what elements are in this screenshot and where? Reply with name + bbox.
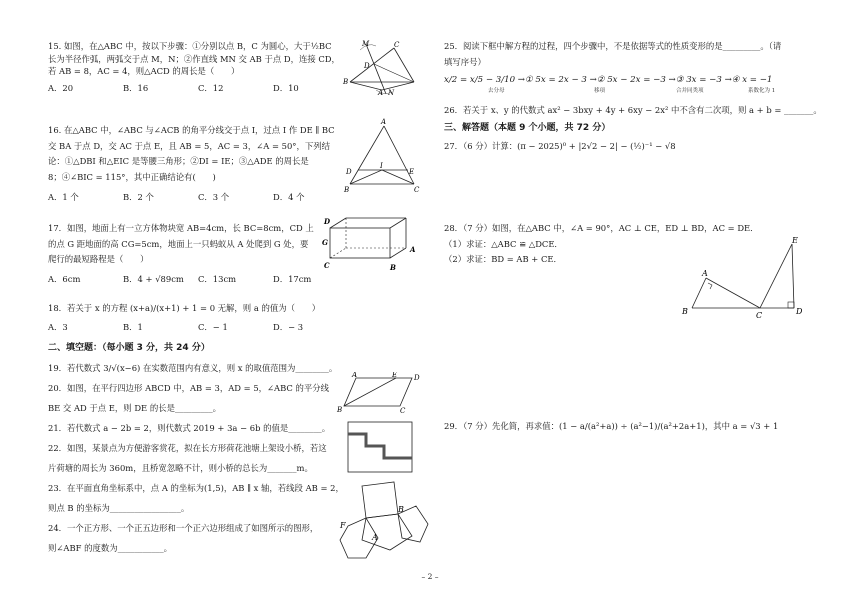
q25-step-4: 系数化为 1: [748, 88, 776, 95]
q29-line-1: 29．（7 分）先化简，再求值：(1 − a/(a²+a)) ÷ (a²−1)/(a²+2a+1)，其中 a = √3 + 1: [444, 421, 779, 431]
q26-line-1: 26．若关于 x、y 的代数式 ax² − 3bxy + 4y + 6xy − 2x² 中不含有二次项，则 a + b = _______。: [444, 105, 822, 115]
q16-option-b: B．2 个: [123, 192, 154, 203]
q16-option-d: D．4 个: [273, 192, 305, 203]
q16-options: [48, 191, 348, 204]
q24-label-b: B: [398, 505, 404, 514]
question-21: [48, 422, 330, 435]
q15-option-d: D．10: [273, 82, 299, 93]
q18-option-b: B．1: [123, 321, 143, 332]
q17-label-d: D: [324, 217, 331, 226]
q28-label-a: A: [702, 269, 708, 278]
q17-label-b: B: [390, 263, 396, 272]
q15-label-d: D: [364, 62, 370, 70]
section-3-heading: 三、解答题（本题 9 个小题，共 72 分）: [444, 123, 611, 133]
q17-options: [48, 273, 348, 286]
q25-step-3: 合并同类项: [676, 88, 704, 95]
q23-line-2: 则点 B 的坐标为_________________。: [48, 502, 190, 513]
q28-line-2: （1）求证：△ABC ≌ △DCE．: [444, 238, 563, 249]
q15-options: [48, 82, 348, 95]
q15-label-b: B: [343, 78, 349, 86]
q28-figure: [678, 234, 810, 318]
q16-line-1: 16. 在△ABC 中，∠ABC 与∠ACB 的角平分线交于点 I，过点 I 作 DE ∥ BC: [48, 125, 335, 135]
q15-option-a: A．20: [48, 82, 74, 93]
q20-label-a: A: [352, 372, 358, 379]
q17-label-g: G: [322, 238, 328, 247]
q15-label-m: M: [362, 40, 370, 48]
q24-label-a: A: [372, 533, 378, 542]
q28-label-b: B: [682, 307, 688, 316]
q16-figure: [338, 116, 424, 192]
q20-label-d: D: [414, 374, 420, 382]
question-16: [48, 124, 348, 204]
q15-label-c: C: [394, 41, 400, 49]
question-18: [48, 302, 348, 333]
q16-option-a: A．1 个: [48, 192, 79, 203]
q22-line-2: 片荷塘的周长为 360m，且桥宽忽略不计，则小桥的总长为_______m。: [48, 462, 313, 473]
q21-line-1: 21．若代数式 a − 2b = 2，则代数式 2019 + 3a − 6b 的值是________。: [48, 423, 331, 433]
question-29: [444, 420, 778, 433]
q25-step-2: 移项: [594, 88, 606, 95]
q17-option-c: C．13cm: [198, 273, 237, 284]
q20-label-e: E: [392, 372, 398, 379]
q15-line-1: 15. 如图，在△ABC 中，按以下步骤：①分别以点 B，C 为圆心，大于½BC: [48, 41, 332, 51]
q15-option-b: B．16: [123, 82, 149, 93]
q28-label-c: C: [756, 311, 763, 318]
q15-label-a: A: [378, 89, 384, 96]
q15-figure: [342, 38, 422, 96]
q17-label-a: A: [410, 245, 416, 254]
q17-option-b: B．4 + √89cm: [123, 273, 184, 284]
q16-line-2: 交 BA 于点 D，交 AC 于点 E，且 AB = 5，AC = 3，∠A = 50°，下列结: [48, 140, 330, 151]
question-25: [444, 40, 781, 97]
q18-option-c: C．− 1: [198, 321, 228, 332]
q25-equation-chain: x/2 = x/5 − 3/10 →① 5x = 2x − 3 →② 5x − 2x = −3 →③ 3x = −3 →④ x = −1: [444, 75, 773, 86]
question-19: [48, 362, 337, 375]
q20-line-1: 20．如图，在平行四边形 ABCD 中，AB = 3，AD = 5，∠ABC 的平分线: [48, 383, 329, 393]
q23-line-1: 23．在平面直角坐标系中，点 A 的坐标为(1,5)，AB ∥ x 轴，若线段 AB = 2，: [48, 483, 344, 493]
q16-label-d: D: [346, 168, 352, 176]
q16-label-b: B: [344, 186, 350, 192]
q16-line-4: 8；④∠BIC = 115°，其中正确结论有( ): [48, 171, 216, 182]
q17-figure: [320, 210, 424, 274]
q28-line-1: 28．（7 分）如图，在△ABC 中，∠A = 90°，AC ⊥ CE，ED ⊥ BD，AC = DE．: [444, 223, 759, 233]
q15-option-c: C．12: [198, 82, 224, 93]
q24-line-1: 24．一个正方形、一个正五边形和一个正六边形组成了如图所示的图形，: [48, 523, 319, 533]
q22-line-1: 22．如图，某景点为方便游客赏花，拟在长方形荷花池塘上架设小桥，若这: [48, 443, 327, 453]
q20-figure: [336, 372, 428, 414]
question-22: [48, 442, 327, 474]
question-23: [48, 482, 344, 514]
question-24: [48, 522, 318, 554]
q24-figure: [338, 478, 438, 570]
q16-label-i: I: [380, 162, 383, 170]
question-15: [48, 40, 348, 94]
q15-line-3: 若 AB = 8，AC = 4，则△ACD 的周长是（ ）: [48, 66, 240, 77]
question-26: [444, 104, 822, 117]
q20-label-b: B: [337, 406, 343, 414]
q19-line-1: 19．若代数式 3/√(x−6) 在实数范围内有意义，则 x 的取值范围为________。: [48, 363, 338, 373]
q15-label-n: N: [388, 89, 395, 96]
q17-line-2: 的点 G 距地面的高 CG=5cm，地面上一只蚂蚁从 A 处爬到 G 处，要: [48, 238, 309, 249]
q25-step-labels: [444, 87, 781, 97]
q25-line-1: 25．阅读下框中解方程的过程，四个步骤中，不是依据等式的性质变形的是_________。（请: [444, 41, 782, 51]
q28-label-e: E: [792, 236, 798, 245]
q15-line-2: 长为半径作弧，两弧交于点 M，N；②作直线 MN 交 AB 于点 D，连接 CD，: [48, 53, 340, 64]
q18-option-a: A．3: [48, 321, 68, 332]
q28-line-3: （2）求证：BD = AB + CE．: [444, 254, 562, 265]
q27-line-1: 27．（6 分）计算：(π − 2025)⁰ + |2√2 − 2| − (½)⁻¹ − √8: [444, 141, 676, 151]
q16-line-3: 论：①△DBI 和△EIC 是等腰三角形；②DI = IE；③△ADE 的周长是: [48, 156, 309, 167]
q16-label-e: E: [409, 168, 415, 176]
q18-line-1: 18．若关于 x 的方程 (x+a)/(x+1) + 1 = 0 无解，则 a 的值为（ ）: [48, 303, 321, 313]
question-27: [444, 140, 676, 153]
q16-label-c: C: [414, 186, 420, 192]
q17-line-3: 爬行的最短路程是（ ）: [48, 254, 149, 265]
q24-line-2: 则∠ABF 的度数为___________。: [48, 542, 173, 553]
q28-label-d: D: [796, 307, 803, 316]
q20-line-2: BE 交 AD 于点 E，则 DE 的长是_________。: [48, 402, 222, 413]
q17-label-c: C: [324, 261, 330, 270]
q20-label-c: C: [400, 407, 406, 414]
q17-line-1: 17．如图，地面上有一立方体物块宽 AB=4cm，长 BC=8cm，CD 上: [48, 223, 314, 233]
question-17: [48, 222, 348, 285]
q18-options: [48, 321, 348, 334]
q16-option-c: C．3 个: [198, 192, 230, 203]
q18-option-d: D．− 3: [273, 321, 304, 332]
section-2-heading: 二、填空题：（每小题 3 分，共 24 分）: [48, 343, 210, 353]
page-number: – 2 –: [421, 572, 439, 581]
q24-label-f: F: [340, 521, 346, 530]
q17-option-a: A．6cm: [48, 273, 81, 284]
q17-option-d: D．17cm: [273, 273, 312, 284]
q22-pond-figure: [346, 420, 416, 476]
q25-step-1: 去分母: [488, 88, 505, 95]
q25-line-2: 填写序号）: [444, 56, 486, 67]
q16-label-a: A: [381, 118, 387, 126]
question-20: [48, 382, 329, 414]
